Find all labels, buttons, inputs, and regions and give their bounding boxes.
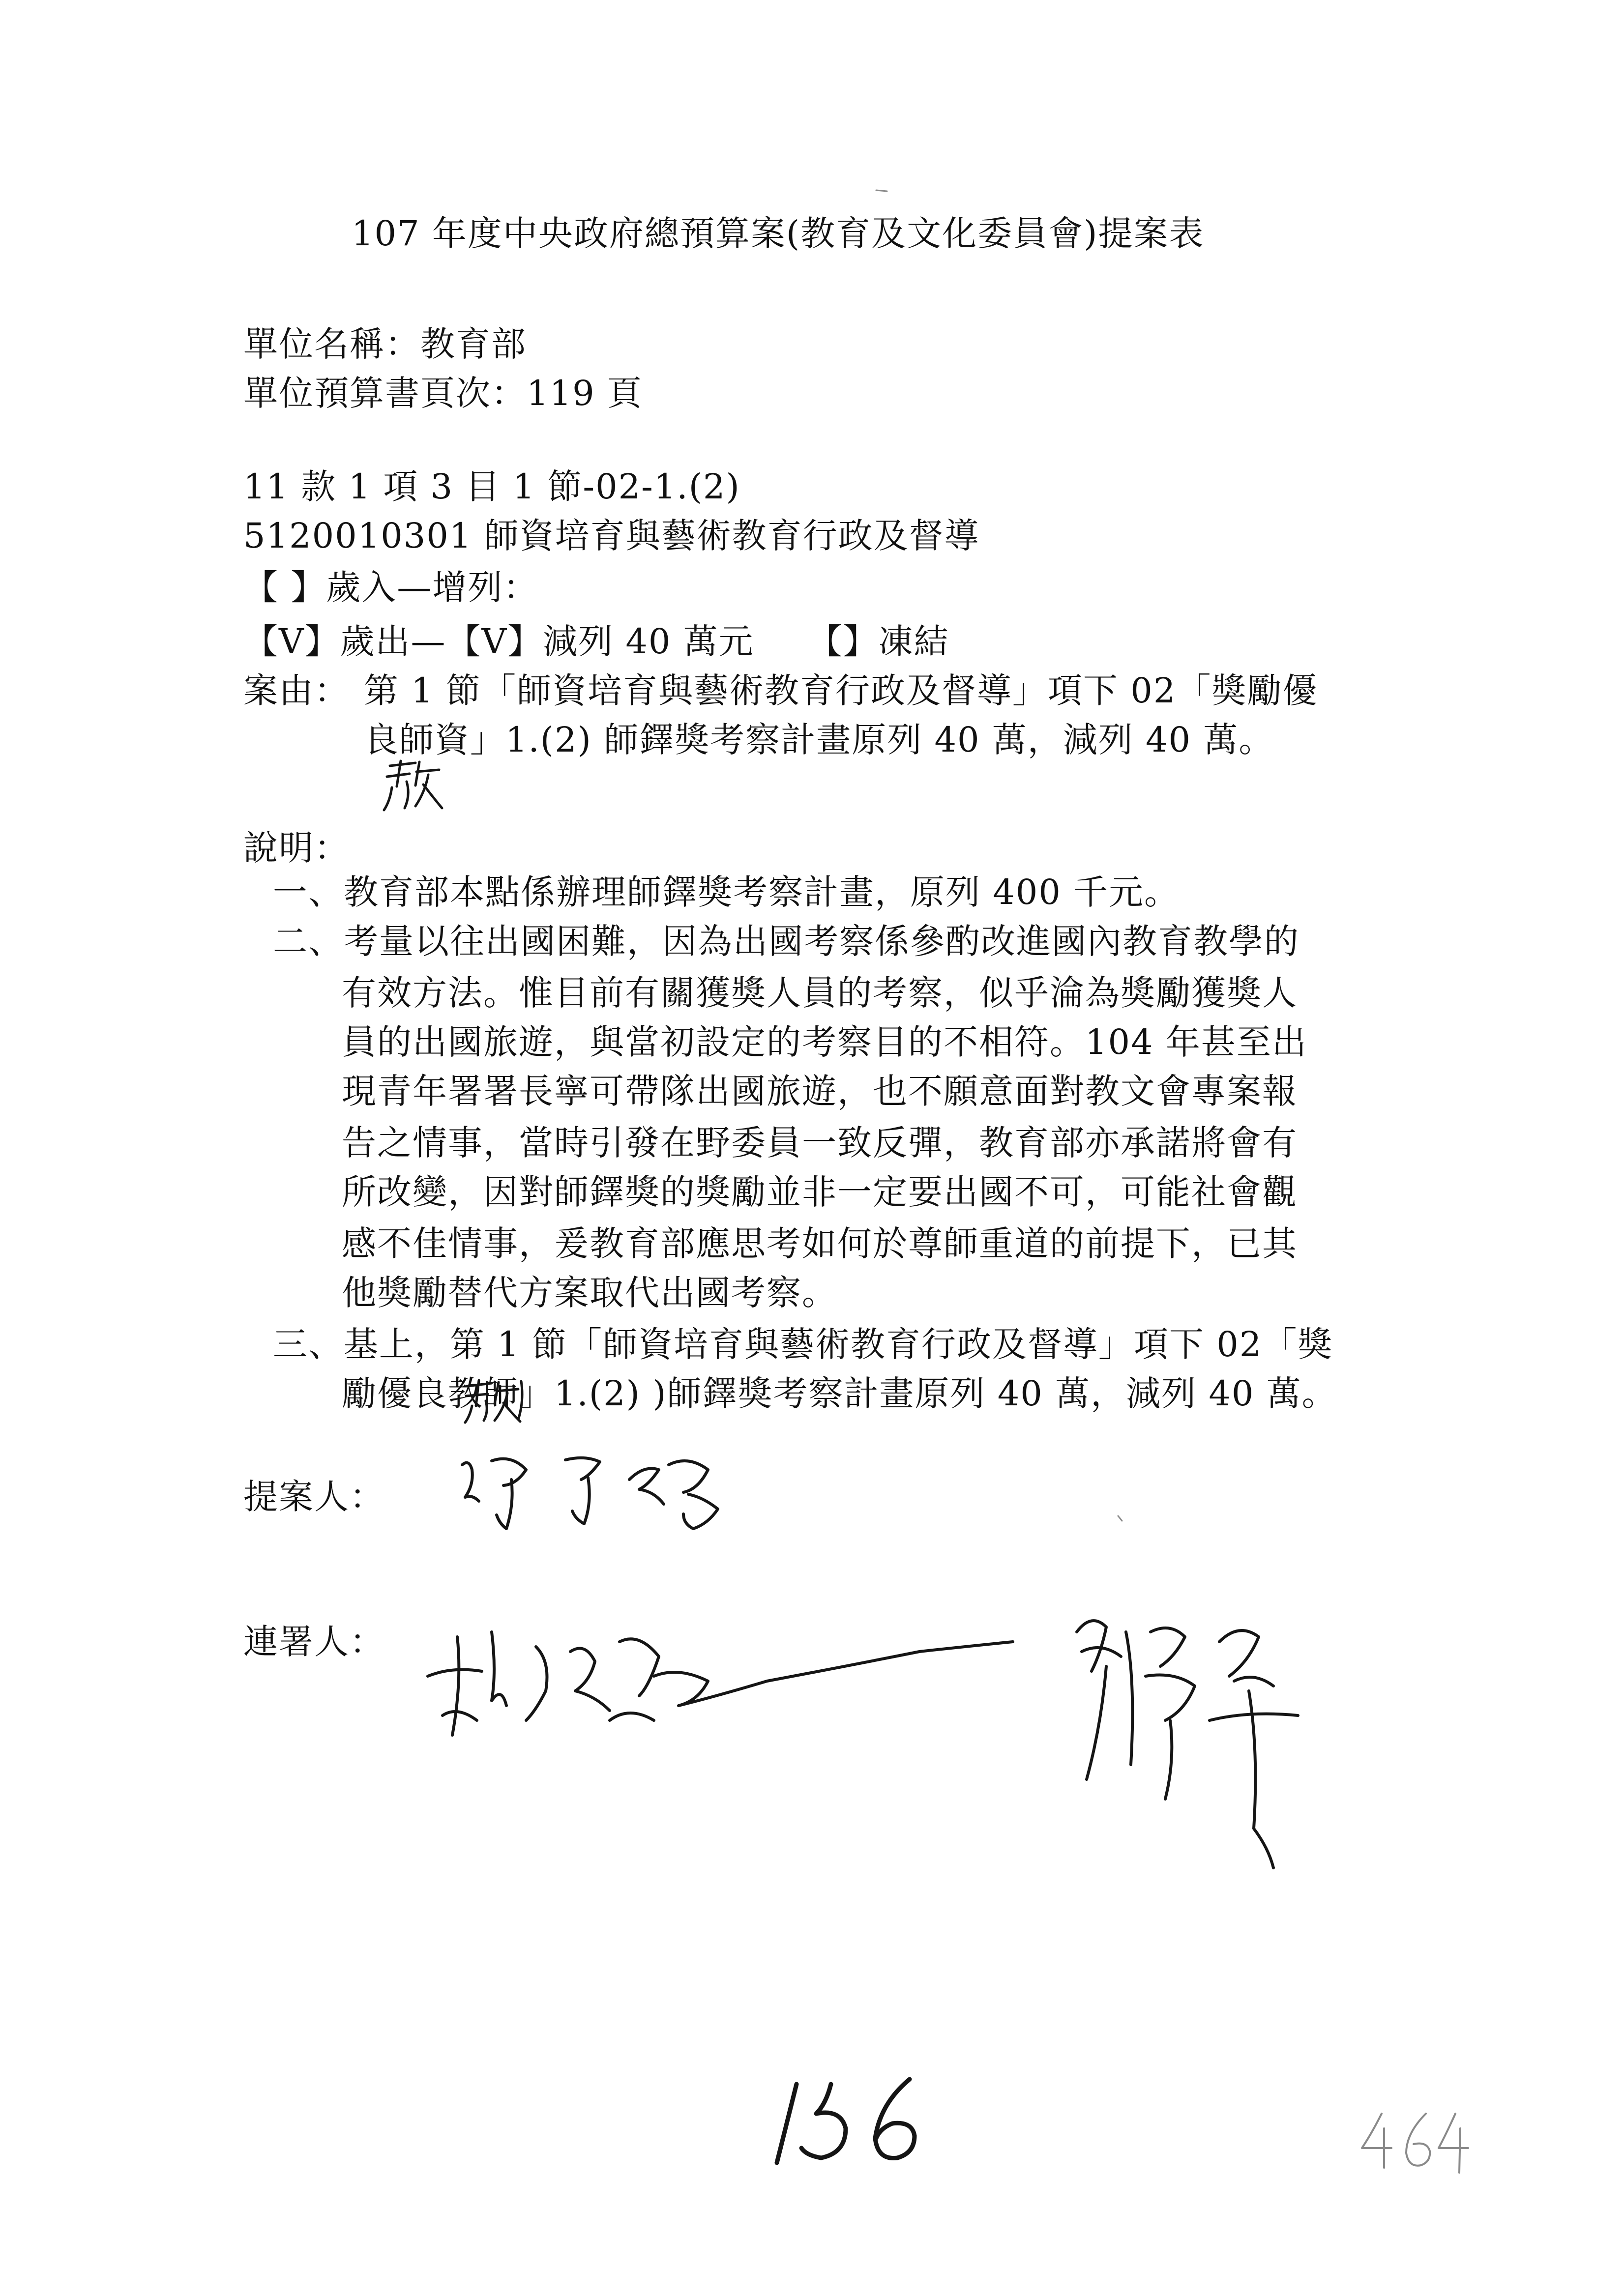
explanation-item-2-cont: 所改變，因對師鐸獎的獎勵並非一定要出國不可，可能社會觀 xyxy=(342,1172,1298,1212)
explanation-item-3: 三、基上，第 1 節「師資培育與藝術教育行政及督導」項下 02「獎 xyxy=(273,1324,1333,1365)
explanation-label: 說明： xyxy=(243,828,350,868)
reason-line-2: 良師資」1.(2) 師鐸獎考察計畫原列 40 萬，減列 40 萬。 xyxy=(364,720,1274,760)
explanation-item-2-cont: 告之情事，當時引發在野委員一致反彈，教育部亦承諾將會有 xyxy=(342,1123,1298,1163)
handwritten-page-number xyxy=(767,2074,944,2175)
explanation-item-2-cont: 員的出國旅遊，與當初設定的考察目的不相符。104 年甚至出 xyxy=(342,1022,1307,1062)
explanation-item-2-cont: 有效方法。惟目前有關獲獎人員的考察，似乎淪為獎勵獲獎人 xyxy=(342,973,1298,1013)
reason-line-1: 第 1 節「師資培育與藝術教育行政及督導」項下 02「獎勵優 xyxy=(364,670,1318,711)
cosigner-label: 連署人： xyxy=(243,1622,385,1662)
explanation-item-3-cont: 勵優良教師」1.(2) )師鐸獎考察計畫原列 40 萬，減列 40 萬。 xyxy=(342,1373,1337,1414)
pencil-page-number xyxy=(1357,2109,1475,2180)
income-checkbox-line: 【 】歲入—增列： xyxy=(243,567,539,608)
handwritten-correction-mark xyxy=(381,757,445,818)
expense-checkbox-line: 【V】歲出—【V】減列 40 萬元 【】凍結 xyxy=(243,621,949,662)
handwritten-correction-mark xyxy=(462,1376,536,1428)
budget-item-code: 11 款 1 項 3 目 1 節-02-1.(2) xyxy=(243,466,740,507)
scan-speck xyxy=(875,187,890,196)
cosigner-signature-1 xyxy=(423,1573,1042,1782)
proposer-label: 提案人： xyxy=(243,1477,385,1517)
explanation-item-1: 一、教育部本點係辦理師鐸獎考察計畫，原列 400 千元。 xyxy=(273,872,1180,912)
program-name: 5120010301 師資培育與藝術教育行政及督導 xyxy=(243,516,980,556)
explanation-item-2-cont: 現青年署署長寧可帶隊出國旅遊，也不願意面對教文會專案報 xyxy=(342,1071,1298,1111)
form-title: 107 年度中央政府總預算案(教育及文化委員會)提案表 xyxy=(352,213,1205,254)
explanation-item-2-cont: 感不佳情事，爰教育部應思考如何於尊師重道的前提下，已其 xyxy=(342,1223,1298,1264)
explanation-item-2: 二、考量以往出國困難，因為出國考察係參酌改進國內教育教學的 xyxy=(273,921,1299,961)
proposer-signature xyxy=(452,1450,767,1546)
cosigner-signature-2 xyxy=(1072,1602,1377,1880)
unit-name: 單位名稱：教育部 xyxy=(243,324,527,364)
explanation-item-2-cont: 他獎勵替代方案取代出國考察。 xyxy=(342,1273,837,1313)
scan-speck xyxy=(1116,1514,1126,1526)
reason-label: 案由： xyxy=(243,670,350,711)
unit-budget-page: 單位預算書頁次：119 頁 xyxy=(243,373,643,413)
